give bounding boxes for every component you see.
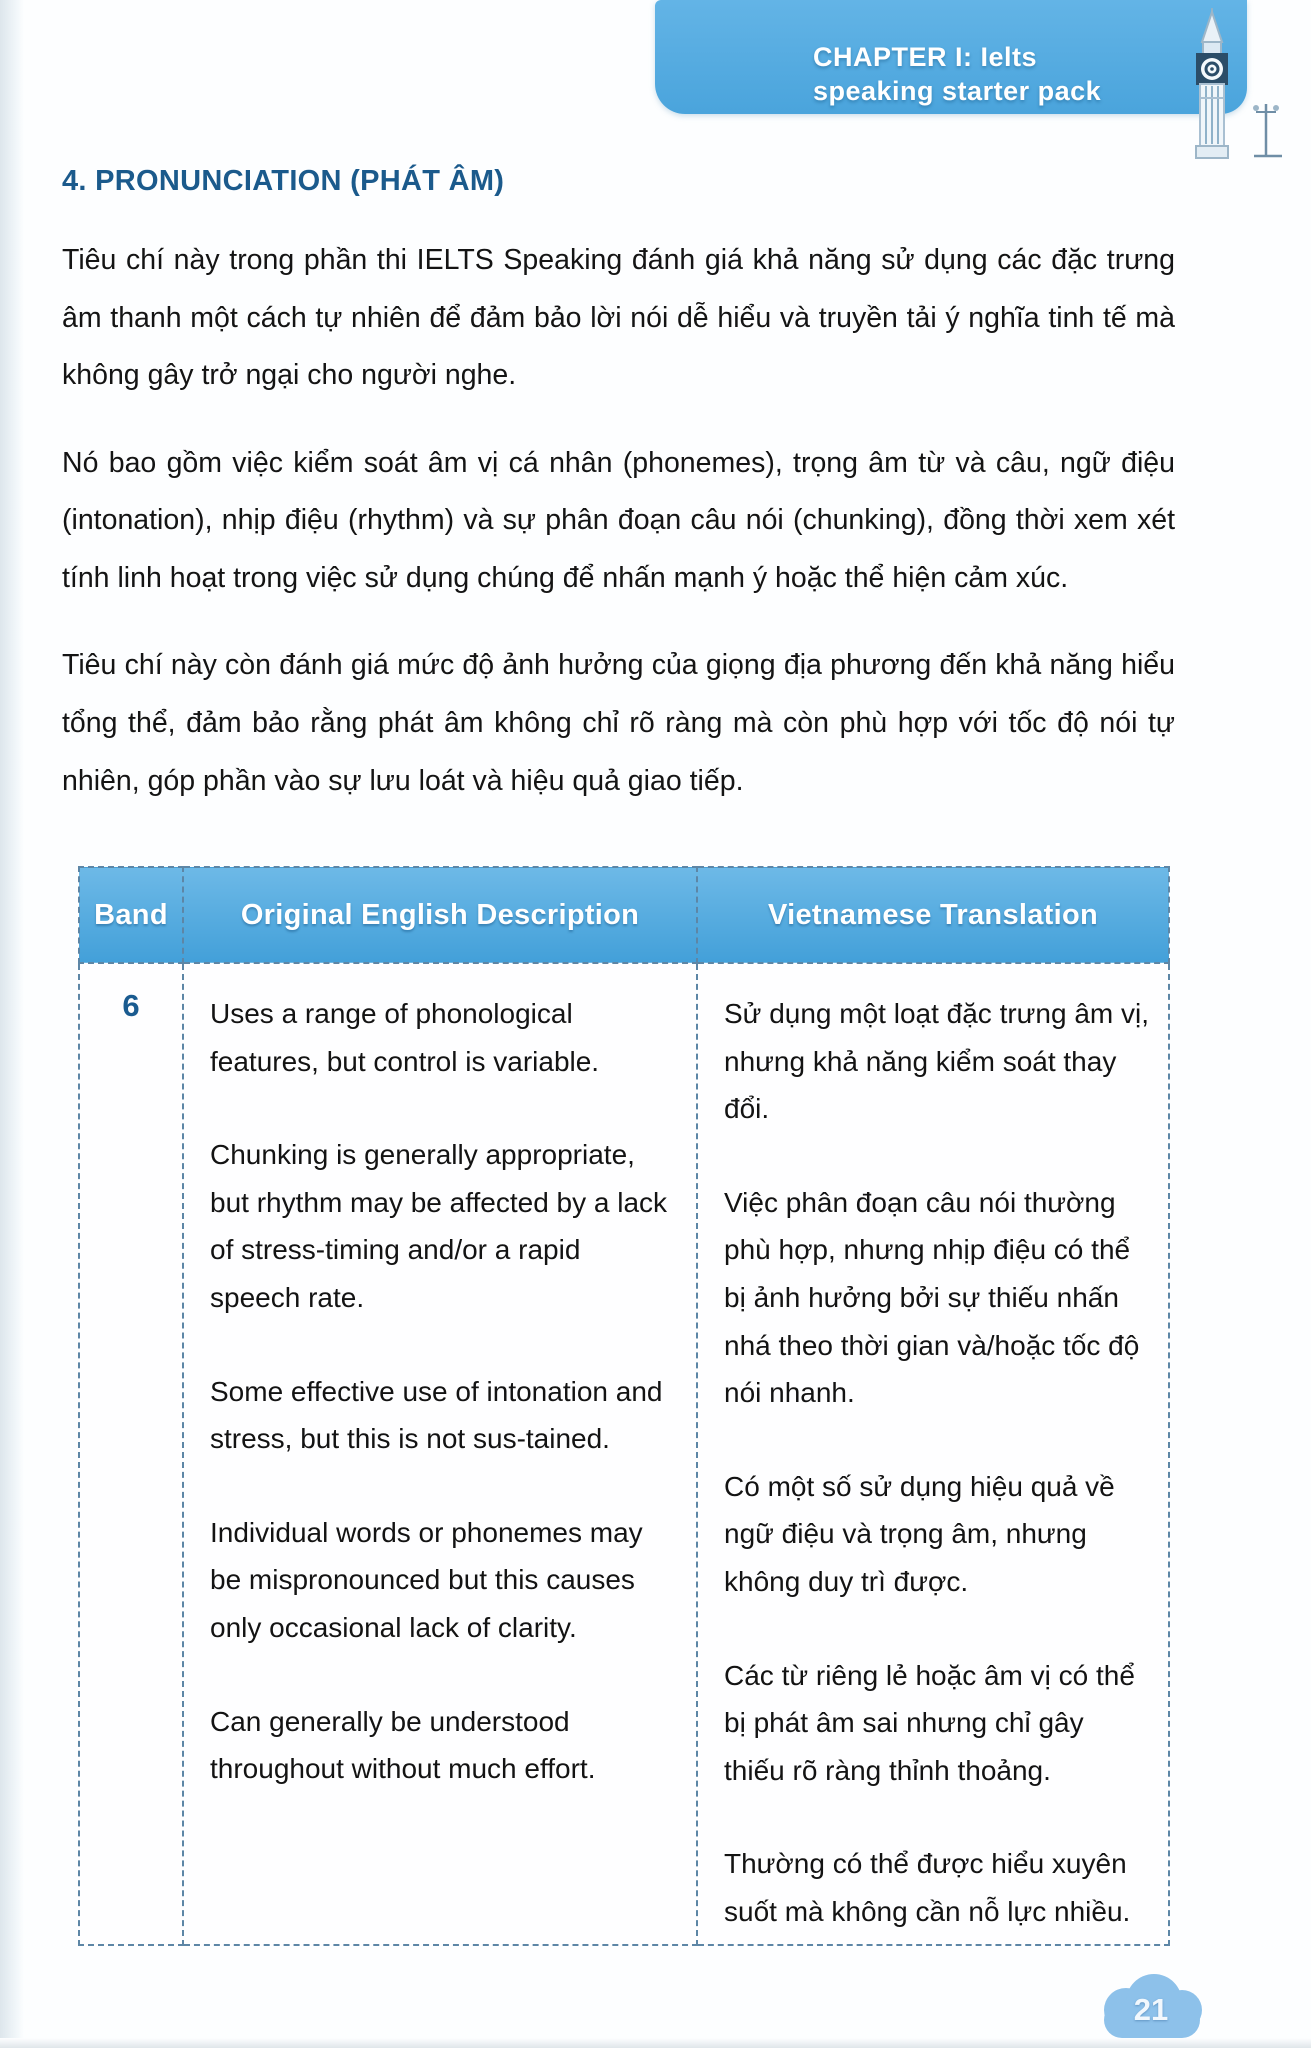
main-content — [62, 165, 1175, 840]
vietnamese-translation-cell — [697, 963, 1169, 1945]
intro-paragraph-3: Tiêu chí này còn đánh giá mức độ ảnh hưởng của giọng địa phương đến khả năng hiểu tổng thể, đảm bảo rằng phát âm không chỉ rõ ràng mà còn phù hợp với tốc độ nói tự nhiên, góp phần vào sự lưu loát và hiệu quả giao tiếp. — [62, 649, 1175, 797]
big-ben-icon — [1178, 8, 1290, 160]
english-paragraph: Chunking is generally appropriate, but rhythm may be affected by a lack of stress-timing and/or a rapid speech rate. — [210, 1139, 668, 1313]
section-heading: 4. PRONUNCIATION (PHÁT ÂM) — [62, 165, 505, 197]
chapter-badge — [655, 0, 1247, 114]
band-cell — [79, 963, 183, 1945]
vietnamese-paragraph: Các từ riêng lẻ hoặc âm vị có thể bị phát âm sai nhưng chỉ gây thiếu rõ ràng thỉnh thoảng. — [724, 1659, 1135, 1786]
col-header-band: Band — [79, 867, 183, 963]
intro-paragraph-1: Tiêu chí này trong phần thi IELTS Speaking đánh giá khả năng sử dụng các đặc trưng âm thanh một cách tự nhiên để đảm bảo lời nói dễ hiểu và truyền tải ý nghĩa tinh tế mà không gây trở ngại cho người nghe. — [62, 244, 1175, 392]
english-paragraph: Can generally be understood throughout without much effort. — [210, 1705, 596, 1785]
intro-paragraph-2: Nó bao gồm việc kiểm soát âm vị cá nhân (phonemes), trọng âm từ và câu, ngữ điệu (intonation), nhịp điệu (rhythm) và sự phân đoạn câu nói (chunking), đồng thời xem xét tính linh hoạt trong việc sử dụng chúng để nhấn mạnh ý hoặc thể hiện cảm xúc. — [62, 446, 1175, 594]
table-header-row — [79, 867, 1169, 963]
english-paragraph: Uses a range of phonological features, but control is variable. — [210, 998, 600, 1077]
chapter-badge-line2: speaking starter pack — [813, 76, 1102, 106]
vietnamese-paragraph: Có một số sử dụng hiệu quả về ngữ điệu và trọng âm, nhưng không duy trì được. — [724, 1470, 1115, 1597]
vietnamese-paragraph: Việc phân đoạn câu nói thường phù hợp, nhưng nhịp điệu có thể bị ảnh hưởng bởi sự thiếu nhấn nhá theo thời gian và/hoặc tốc độ nói nhanh. — [724, 1186, 1140, 1409]
page-number-badge — [1100, 1972, 1202, 2042]
chapter-badge-line1: CHAPTER I: Ielts — [813, 42, 1038, 72]
band-descriptor-table — [78, 866, 1170, 1946]
chapter-badge-text — [813, 40, 1101, 108]
vietnamese-paragraph: Sử dụng một loạt đặc trưng âm vị, nhưng khả năng kiểm soát thay đổi. — [724, 998, 1150, 1125]
english-description-cell — [183, 963, 697, 1945]
english-paragraph: Individual words or phonemes may be mispronounced but this causes only occasional lack of clarity. — [210, 1516, 643, 1643]
table-row — [79, 963, 1169, 1945]
col-header-vietnamese: Vietnamese Translation — [697, 867, 1169, 963]
page-number: 21 — [1133, 1992, 1169, 2027]
band-value: 6 — [122, 988, 140, 1023]
col-header-english: Original English Description — [183, 867, 697, 963]
english-paragraph: Some effective use of intonation and stress, but this is not sus-tained. — [210, 1375, 663, 1455]
vietnamese-paragraph: Thường có thể được hiểu xuyên suốt mà không cần nỗ lực nhiều. — [724, 1848, 1131, 1927]
scan-edge-left — [0, 0, 24, 2048]
